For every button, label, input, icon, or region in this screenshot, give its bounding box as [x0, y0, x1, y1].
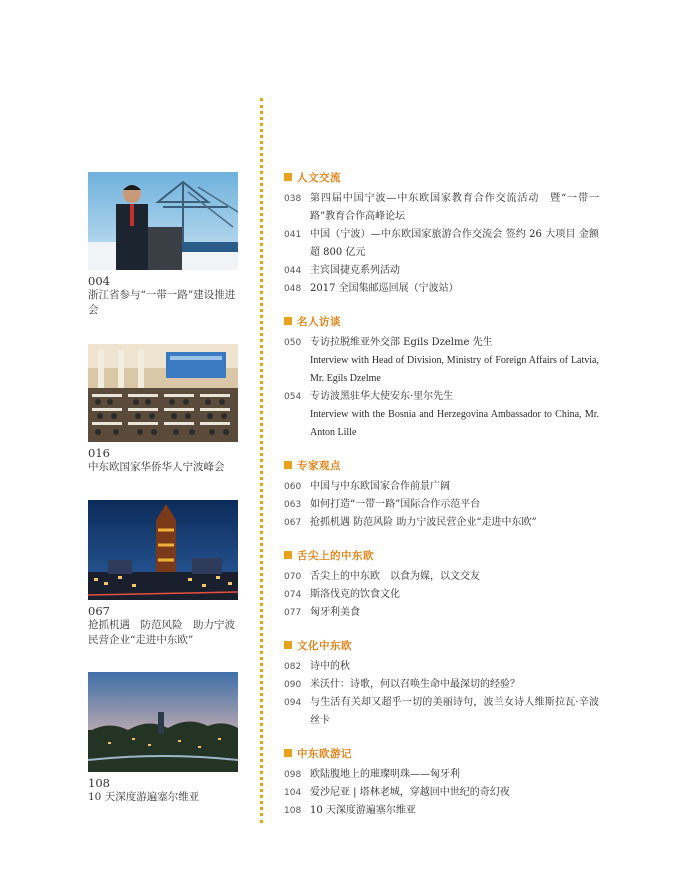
dotted-divider — [260, 98, 263, 823]
entry-title: 诗中的秋 — [310, 661, 350, 672]
entry-page — [284, 352, 310, 388]
entry-title: 10 天深度游遍塞尔维亚 — [310, 805, 416, 816]
feature-004[interactable] — [88, 172, 240, 318]
section-culture-exchange — [284, 168, 599, 298]
entry-page: 044 — [284, 266, 302, 276]
entry-page: 038 — [284, 194, 302, 204]
toc-entry[interactable] — [284, 226, 599, 262]
entry-title-english: Interview with the Bosnia and Herzegovina Ambassador to China, Mr. Anton Lille — [310, 409, 599, 438]
entry-page: 070 — [284, 572, 302, 582]
feature-108[interactable] — [88, 672, 240, 805]
entry-title: 中国（宁波）—中东欧国家旅游合作交流会 签约 26 大项目 金额超 800 亿元 — [310, 229, 599, 258]
toc-entry[interactable] — [284, 802, 599, 820]
entry-page: 074 — [284, 590, 302, 600]
entry-title: 爱沙尼亚 | 塔林老城，穿越回中世纪的奇幻夜 — [310, 787, 510, 798]
toc-entry[interactable] — [284, 496, 599, 514]
entry-page: 054 — [284, 392, 302, 402]
toc-entry[interactable] — [284, 676, 599, 694]
toc-entry[interactable] — [284, 766, 599, 784]
entry-page: 048 — [284, 284, 302, 294]
entry-title: 主宾国捷克系列活动 — [310, 265, 400, 276]
entry-title: 中国与中东欧国家合作前景广阔 — [310, 481, 450, 492]
section-expert-views — [284, 456, 599, 532]
toc-entry[interactable] — [284, 388, 599, 406]
toc-entry[interactable] — [284, 568, 599, 586]
feature-caption: 中东欧国家华侨华人宁波峰会 — [88, 461, 225, 473]
entry-page: 063 — [284, 500, 302, 510]
feature-067[interactable] — [88, 500, 240, 648]
entry-page: 060 — [284, 482, 302, 492]
feature-016[interactable] — [88, 344, 240, 475]
section-title: 中东欧游记 — [297, 747, 352, 760]
feature-photo-conference — [88, 344, 238, 442]
toc-entry[interactable] — [284, 352, 599, 388]
entry-page: 041 — [284, 230, 302, 240]
toc-entry[interactable] — [284, 280, 599, 298]
table-of-contents — [284, 168, 599, 834]
entry-page: 050 — [284, 338, 302, 348]
toc-entry[interactable] — [284, 406, 599, 442]
entry-page: 098 — [284, 770, 302, 780]
feature-caption: 浙江省参与“一带一路”建设推进会 — [88, 289, 236, 316]
feature-photo-city-dusk — [88, 672, 238, 772]
entry-page: 090 — [284, 680, 302, 690]
entry-title: 专访拉脱维亚外交部 Egils Dzelme 先生 — [310, 337, 493, 348]
entry-title: 欧陆腹地上的璀璨明珠——匈牙利 — [310, 769, 460, 780]
toc-entry[interactable] — [284, 514, 599, 532]
orange-square-icon — [284, 749, 292, 757]
toc-entry[interactable] — [284, 586, 599, 604]
toc-entry[interactable] — [284, 658, 599, 676]
section-header — [284, 546, 599, 564]
entry-page: 104 — [284, 788, 302, 798]
feature-page-number: 016 — [88, 446, 110, 460]
orange-square-icon — [284, 551, 292, 559]
section-header — [284, 636, 599, 654]
section-title: 名人访谈 — [297, 315, 341, 328]
entry-title: 抢抓机遇 防范风险 助力宁波民营企业“走进中东欧” — [310, 517, 537, 528]
entry-page: 094 — [284, 698, 302, 708]
section-header — [284, 312, 599, 330]
entry-page — [284, 406, 310, 442]
toc-entry[interactable] — [284, 784, 599, 802]
toc-entry[interactable] — [284, 190, 599, 226]
feature-page-number: 108 — [88, 776, 110, 790]
orange-square-icon — [284, 317, 292, 325]
entry-title: 米沃什：诗歌，何以召唤生命中最深切的经验？ — [310, 679, 520, 690]
entry-title: 如何打造“一带一路”国际合作示范平台 — [310, 499, 481, 510]
feature-photo-night-tower — [88, 500, 238, 600]
entry-page: 077 — [284, 608, 302, 618]
section-title: 人文交流 — [297, 171, 341, 184]
feature-caption: 10 天深度游遍塞尔维亚 — [88, 791, 200, 803]
toc-entry[interactable] — [284, 604, 599, 622]
feature-caption: 抢抓机遇 防范风险 助力宁波民营企业“走进中东欧” — [88, 619, 235, 646]
section-title: 舌尖上的中东欧 — [297, 549, 374, 562]
entry-title: 2017 全国集邮巡回展（宁波站） — [310, 283, 459, 294]
orange-square-icon — [284, 461, 292, 469]
section-interviews — [284, 312, 599, 442]
section-header — [284, 456, 599, 474]
entry-page: 082 — [284, 662, 302, 672]
section-title: 文化中东欧 — [297, 639, 352, 652]
section-header — [284, 168, 599, 186]
toc-entry[interactable] — [284, 334, 599, 352]
entry-title: 匈牙利美食 — [310, 607, 360, 618]
entry-title-english: Interview with Head of Division, Ministry of Foreign Affairs of Latvia, Mr. Egils Dzelme — [310, 355, 599, 384]
toc-entry[interactable] — [284, 478, 599, 496]
entry-title: 专访波黑驻华大使安东·里尔先生 — [310, 391, 454, 402]
entry-title: 舌尖上的中东欧 以食为媒，以文交友 — [310, 571, 480, 582]
entry-page: 108 — [284, 806, 302, 816]
feature-page-number: 067 — [88, 604, 110, 618]
toc-entry[interactable] — [284, 262, 599, 280]
section-title: 专家观点 — [297, 459, 341, 472]
entry-page: 067 — [284, 518, 302, 528]
entry-title: 第四届中国宁波—中东欧国家教育合作交流活动 暨“一带一路”教育合作高峰论坛 — [310, 193, 599, 222]
entry-title: 斯洛伐克的饮食文化 — [310, 589, 400, 600]
section-cuisine — [284, 546, 599, 622]
section-travel — [284, 744, 599, 820]
section-header — [284, 744, 599, 762]
feature-photo-speaker — [88, 172, 238, 270]
toc-entry[interactable] — [284, 694, 599, 730]
section-culture — [284, 636, 599, 730]
feature-page-number: 004 — [88, 274, 110, 288]
orange-square-icon — [284, 641, 292, 649]
entry-title: 与生活有关却又超乎一切的美丽诗句，波兰女诗人维斯拉瓦·辛波丝卡 — [310, 697, 599, 726]
orange-square-icon — [284, 173, 292, 181]
